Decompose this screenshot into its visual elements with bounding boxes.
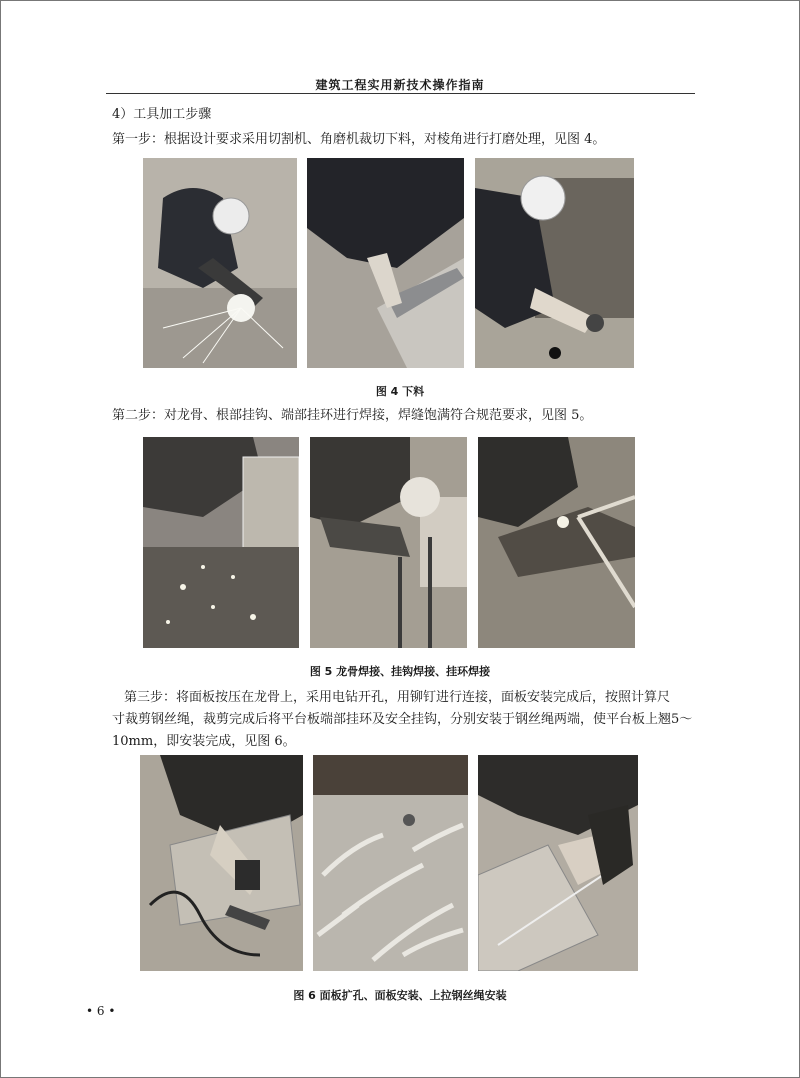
step-3-line-2: 寸裁剪钢丝绳，裁剪完成后将平台板端部挂环及安全挂钩，分别安装于钢丝绳两端，使平台板上翘5～ (112, 712, 693, 727)
figure-6-photo-wire-rope (478, 755, 638, 971)
step-2-text: 第二步：对龙骨、根部挂钩、端部挂环进行焊接，焊缝饱满符合规范要求，见图 5。 (112, 408, 593, 423)
running-header: 建筑工程实用新技术操作指南 (315, 78, 485, 92)
figure-6-photo-panel (313, 755, 468, 971)
figure-5-photo-ring-welding (478, 437, 635, 648)
figure-4-caption: 图 4 下料 (375, 385, 425, 398)
section-heading: 4）工具加工步骤 (112, 107, 212, 122)
step-3-line-1: 第三步：将面板按压在龙骨上，采用电钻开孔，用铆钉进行连接，面板安装完成后，按照计算尺 (124, 690, 671, 705)
figure-4-photo-polishing (475, 158, 634, 368)
figure-6-caption: 图 6 面板扩孔、面板安装、上拉钢丝绳安装 (293, 989, 507, 1002)
step-3-line-3: 10mm，即安装完成，见图 6。 (112, 734, 296, 749)
figure-4-photo-grinding (307, 158, 464, 368)
step-1-text: 第一步：根据设计要求采用切割机、角磨机裁切下料，对棱角进行打磨处理，见图 4。 (112, 132, 606, 147)
figure-4-photo-cutting (143, 158, 297, 368)
page-number: • 6 • (86, 1004, 116, 1018)
figure-5-photo-keel-welding (143, 437, 299, 648)
figure-5-caption: 图 5 龙骨焊接、挂钩焊接、挂环焊接 (309, 665, 491, 678)
header-rule (106, 93, 695, 94)
figure-6-photo-drilling (140, 755, 303, 971)
figure-5-photo-hook-welding (310, 437, 467, 648)
